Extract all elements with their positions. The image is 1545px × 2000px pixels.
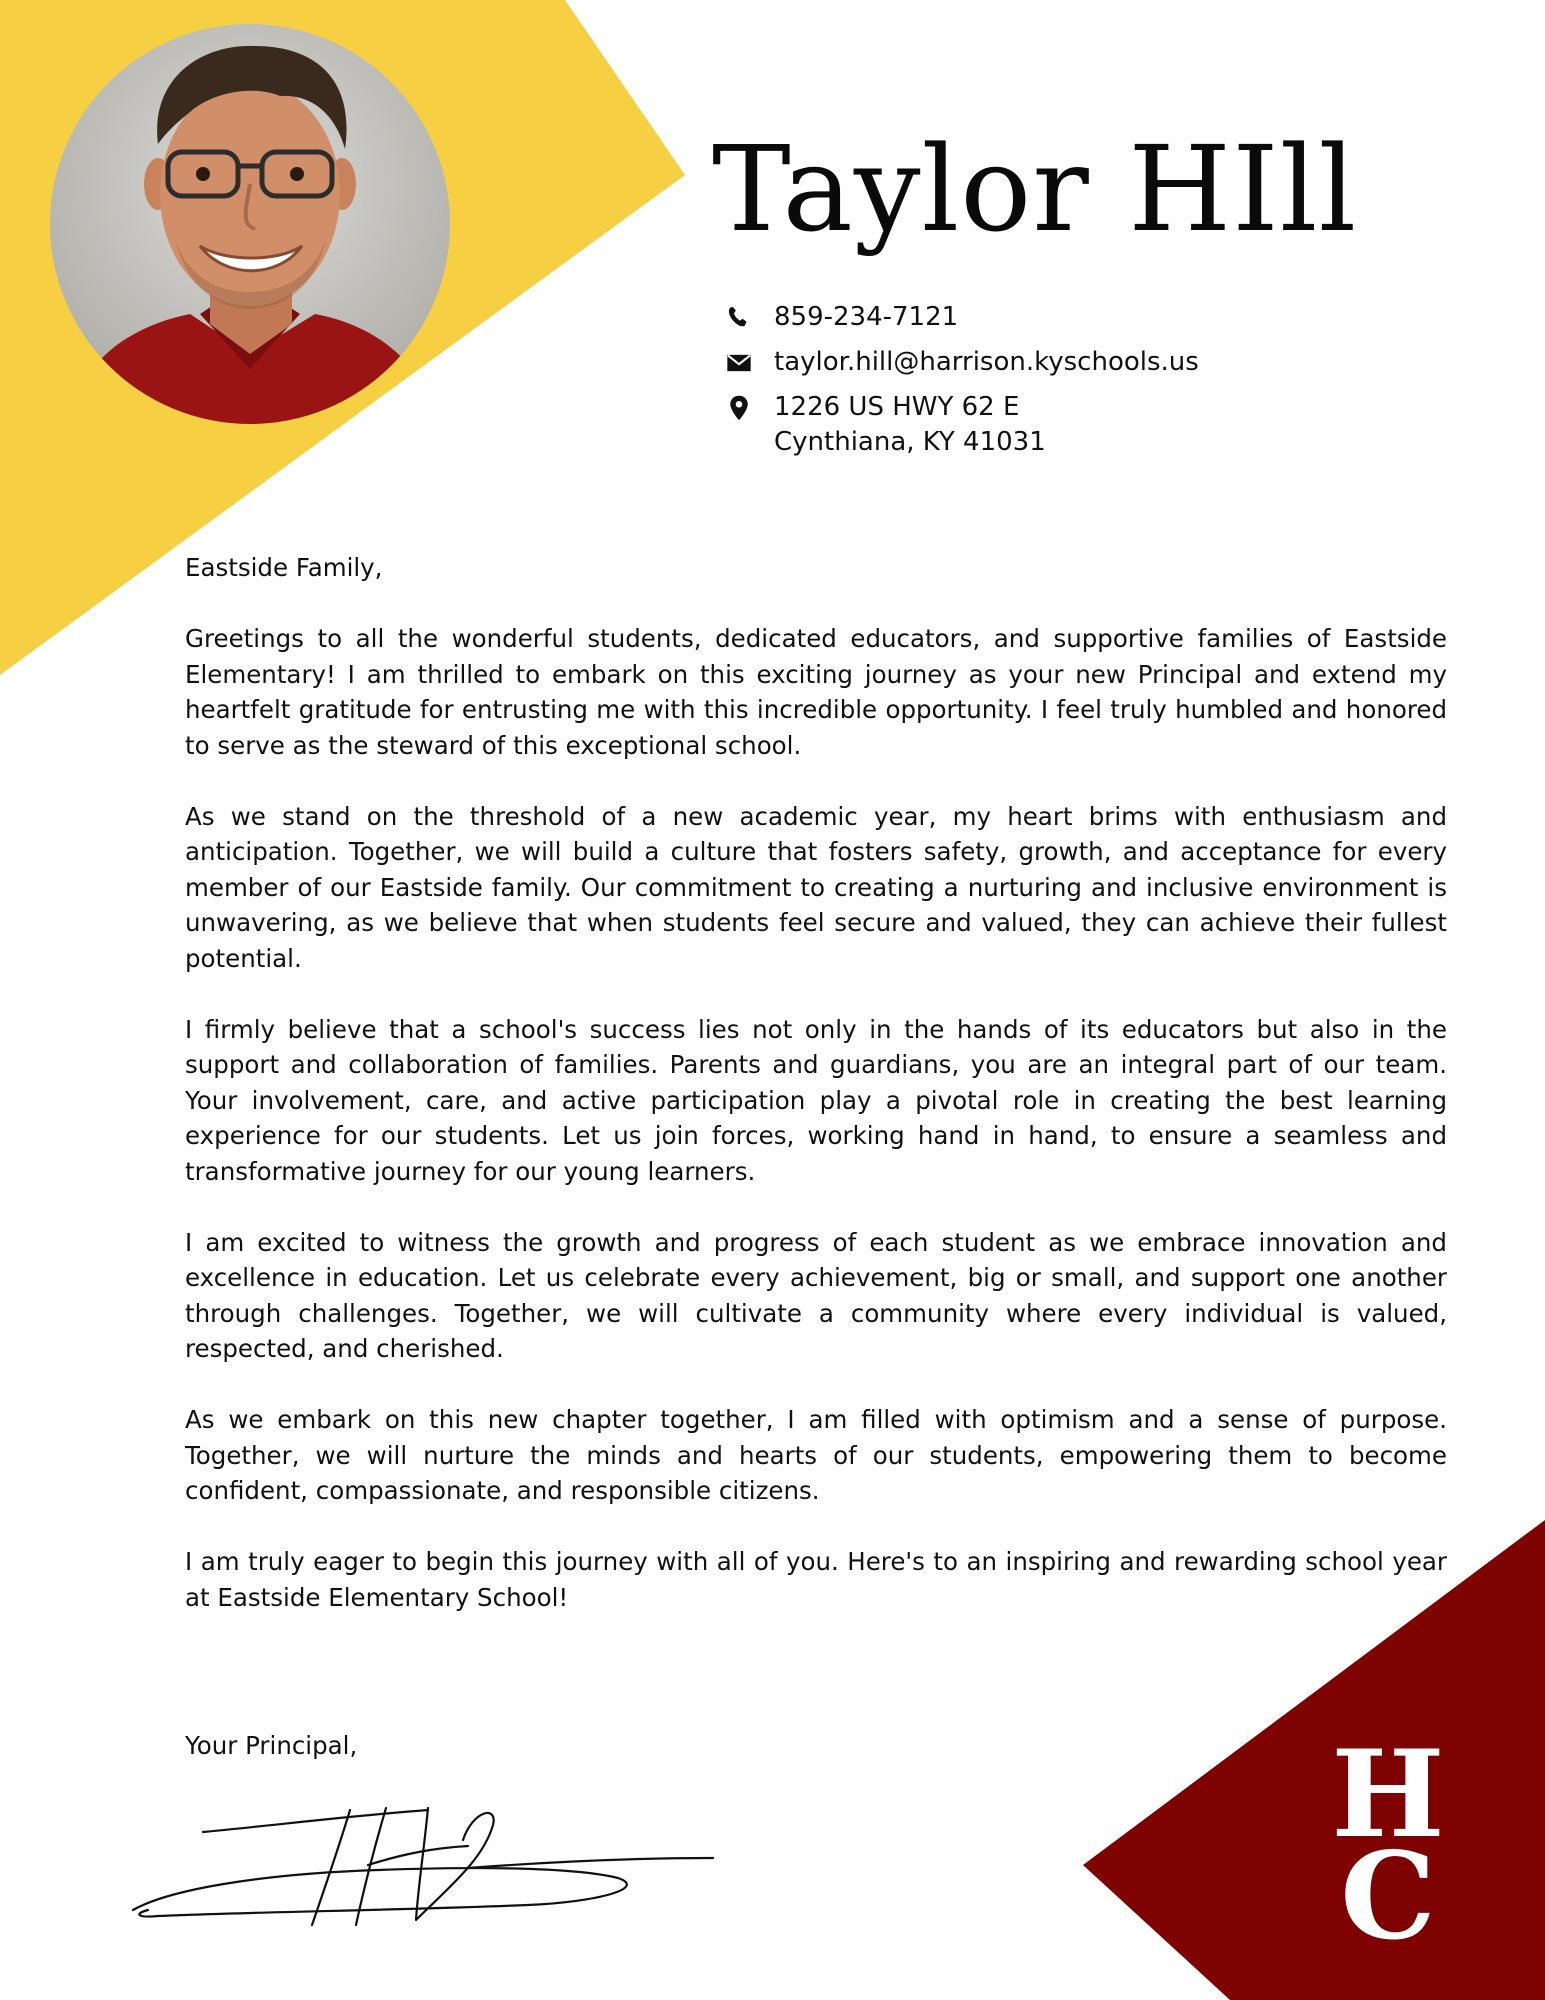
letter-paragraph: I am truly eager to begin this journey with all of you. Here's to an inspiring and rewarding school year at Eastside Elementary School!: [185, 1547, 1447, 1612]
letter-paragraph: Greetings to all the wonderful students, dedicated educators, and supportive families of Eastside Elementary! I am thrilled to embark on this exciting journey as your new Principal and extend my heartfelt gratitude for entrusting me with this incredible opportunity. I feel truly humbled and honored to serve as the steward of this exceptional school.: [185, 624, 1447, 760]
letter-paragraph: As we embark on this new chapter together, I am filled with optimism and a sense of purpose. Together, we will nurture the minds and hearts of our students, empowering them to become confident, compassionate, and responsible citizens.: [185, 1405, 1447, 1505]
profile-photo: [50, 24, 450, 424]
address-line-2: Cynthiana, KY 41031: [774, 427, 1046, 457]
location-pin-icon: [724, 390, 754, 425]
contact-email-row: [724, 345, 1199, 380]
hc-logo: [1302, 1748, 1474, 1946]
contact-block: [724, 300, 1199, 470]
phone-link[interactable]: 859-234-7121: [774, 302, 959, 332]
letter-salutation: Eastside Family,: [185, 553, 383, 582]
logo-letter-h: H: [1331, 1748, 1445, 1865]
email-link[interactable]: taylor.hill@harrison.kyschools.us: [774, 347, 1199, 377]
letter-closing: Your Principal,: [185, 1731, 358, 1760]
logo-letter-c: C: [1340, 1826, 1436, 1946]
phone-icon: [724, 300, 754, 335]
letter-paragraph: I am excited to witness the growth and progress of each student as we embrace innovation and excellence in education. Let us celebrate every achievement, big or small, and support one another through challenges. Together, we will cultivate a community where every individual is valued, respected, and cherished.: [185, 1227, 1447, 1363]
letter-paragraph: As we stand on the threshold of a new academic year, my heart brims with enthusiasm and anticipation. Together, we will build a culture that fosters safety, growth, and acceptance for every member of our Eastside family. Our commitment to creating a nurturing and inclusive environment is unwavering, as we believe that when students feel secure and valued, they can achieve their fullest potential.: [185, 801, 1447, 973]
page-title: Taylor HIll: [712, 120, 1358, 258]
address-line-1: 1226 US HWY 62 E: [774, 392, 1020, 422]
email-icon: [724, 345, 754, 380]
letter-body: [185, 550, 1447, 1651]
letter-paragraph: I firmly believe that a school's success lies not only in the hands of its educators but also in the support and collaboration of families. Parents and guardians, you are an integral part of our team. Your involvement, care, and active participation play a pivotal role in creating the best learning experience for our students. Let us join forces, working hand in hand, to ensure a seamless and transformative journey for our young learners.: [185, 1014, 1447, 1186]
contact-phone-row: [724, 300, 1199, 335]
address: [774, 390, 1046, 460]
signature: [128, 1770, 728, 1940]
contact-address-row: [724, 390, 1199, 460]
